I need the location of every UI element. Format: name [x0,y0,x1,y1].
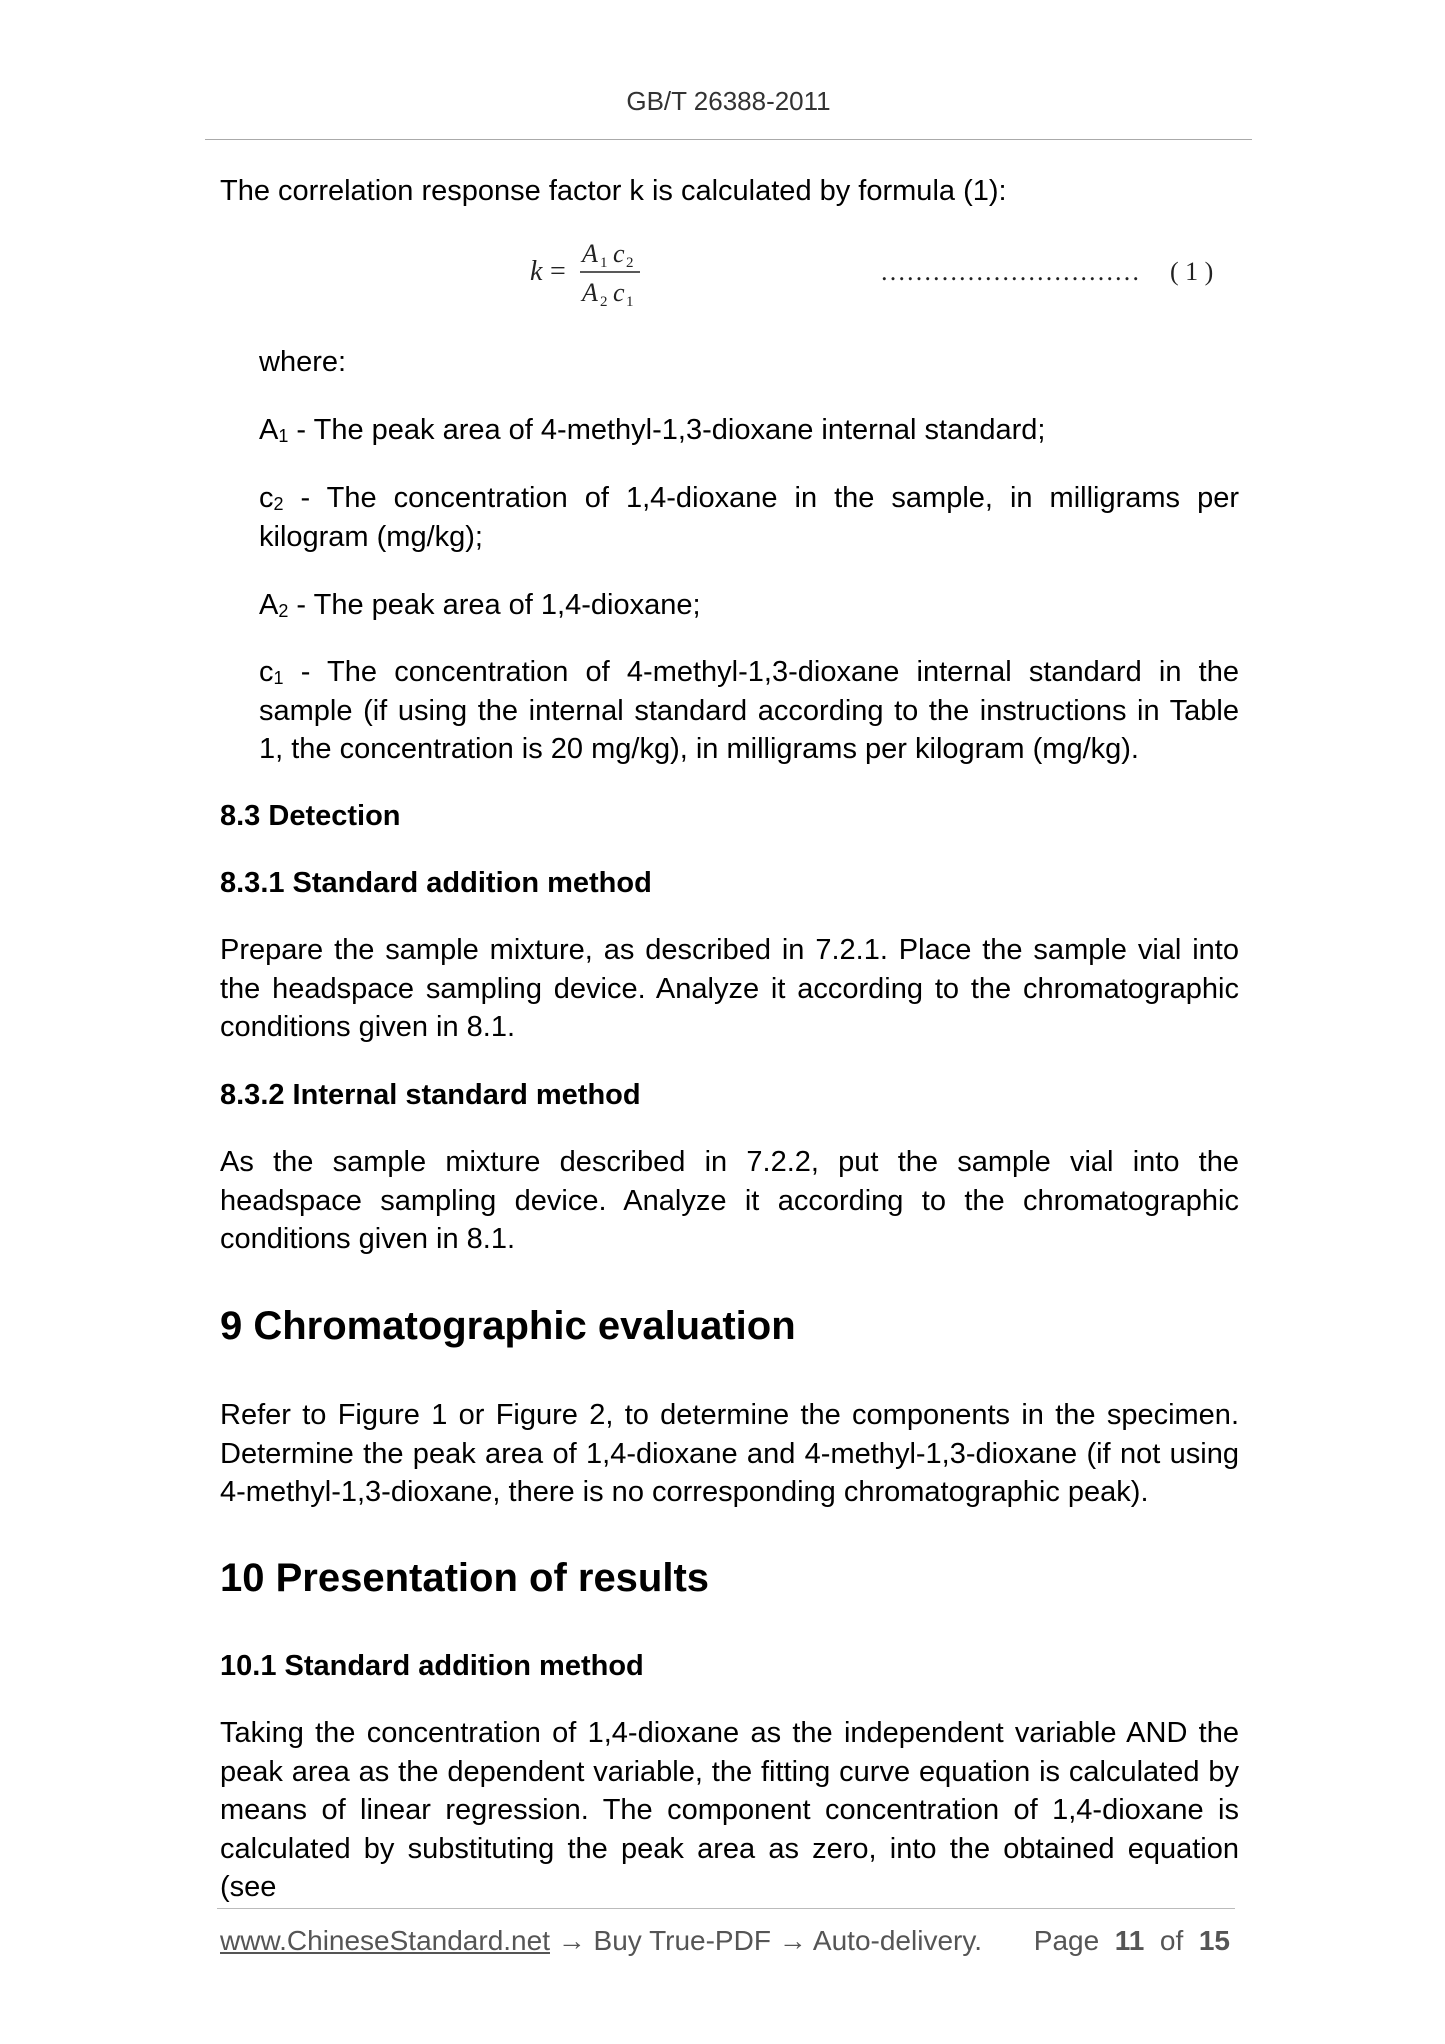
definition-symbol: A [259,414,279,446]
formula-den-a-sub: 2 [600,294,608,310]
section-body-8-3-2: As the sample mixture described in 7.2.2, put the sample vial into the headspace sampling device. Analyze it according to the chromatographic conditions given in 8.1. [220,1146,1239,1255]
definition-text: - The concentration of 1,4-dioxane in the sample, in milligrams per kilogram (mg/kg); [259,482,1239,553]
definition-subscript: 1 [273,668,284,688]
footer-rule [217,1908,1235,1909]
definition-subscript: 1 [278,426,289,446]
page-indicator [1034,1925,1230,1957]
formula-leader-dots: ………………………… [880,257,1140,286]
definition-text: - The concentration of 4-methyl-1,3-dioxane internal standard in the sample (if using the internal standard according to the instructions in Table 1, the concentration is 20 mg/kg), in milligrams per kilogram (mg/kg). [259,656,1239,765]
formula-intro: The correlation response factor k is calculated by formula (1): [220,175,1007,207]
definition-symbol: A [259,589,279,621]
section-body-8-3-1: Prepare the sample mixture, as described in 7.2.1. Place the sample vial into the headspace sampling device. Analyze it according to the chromatographic conditions given in 8.1. [220,934,1239,1043]
definition-text: - The peak area of 4-methyl-1,3-dioxane internal standard; [288,414,1046,446]
section-heading-8-3-2: 8.3.2 Internal standard method [220,1079,641,1111]
formula-den-a: A [582,278,598,307]
where-label: where: [259,346,347,378]
section-heading-9: 9 Chromatographic evaluation [220,1304,796,1348]
definition-symbol: c [259,656,274,688]
footer-tagline: → Buy True-PDF → Auto-delivery. [549,1925,983,1956]
formula-num-c: c [613,239,625,268]
definition-symbol: c [259,482,274,514]
section-body-10-1: Taking the concentration of 1,4-dioxane as the independent variable AND the peak area as the dependent variable, the fitting curve equation is calculated by means of linear regression. The component concentration of 1,4-dioxane is calculated by substituting the peak area as zero, into the obtained equation (see [220,1717,1239,1903]
formula-num-a-sub: 1 [600,255,608,271]
of-label: of [1159,1925,1184,1956]
definition-subscript: 2 [278,601,289,621]
page-current: 11 [1114,1925,1145,1956]
section-heading-10-1: 10.1 Standard addition method [220,1650,644,1682]
formula-num-a: A [582,239,598,268]
formula-den-c: c [613,278,625,307]
formula-equals: = [550,256,566,287]
formula-num-c-sub: 2 [626,255,634,271]
definition-text: - The peak area of 1,4-dioxane; [288,589,701,621]
page-footer [220,1925,1230,1965]
definition-item [259,586,1239,625]
formula-den-c-sub: 1 [626,294,634,310]
formula-1 [220,232,1239,312]
definition-subscript: 2 [273,494,284,514]
header-rule [205,139,1252,140]
section-heading-8-3: 8.3 Detection [220,800,401,832]
running-header: GB/T 26388-2011 [626,86,831,116]
formula-lhs: k [530,256,543,287]
section-heading-8-3-1: 8.3.1 Standard addition method [220,867,652,899]
page-label: Page [1033,1925,1100,1956]
section-body-9: Refer to Figure 1 or Figure 2, to determine the components in the specimen. Determine the peak area of 1,4-dioxane and 4-methyl-1,3-dioxane (if not using 4-methyl-1,3-dioxane, there is no corresponding chromatographic peak). [220,1399,1239,1508]
page-total: 15 [1198,1925,1230,1956]
definition-item [259,479,1239,556]
definition-item [259,653,1239,769]
website-link[interactable]: www.ChineseStandard.net [220,1925,550,1956]
definition-item [259,411,1239,450]
formula-number: ( 1 ) [1170,257,1214,286]
section-heading-10: 10 Presentation of results [220,1556,710,1600]
